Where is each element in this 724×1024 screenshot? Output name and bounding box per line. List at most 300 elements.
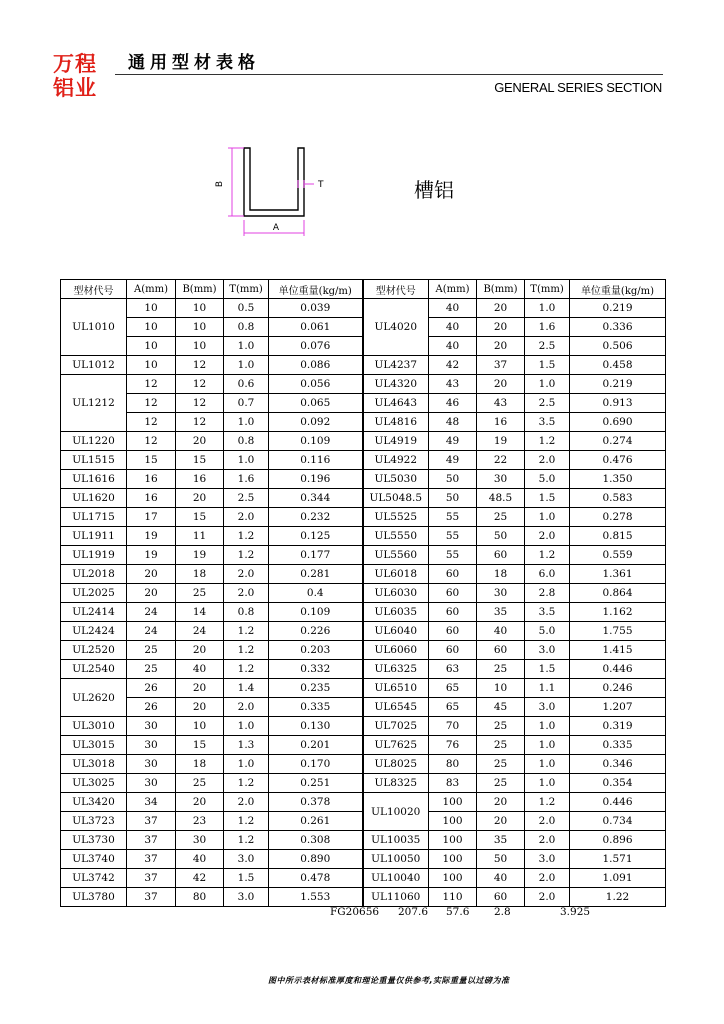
profile-code-cell: UL10040 [363, 869, 429, 888]
table-row [61, 793, 666, 812]
profile-code-cell: UL6060 [363, 641, 429, 660]
table-row [61, 546, 666, 565]
cell-weight: 1.553 [269, 888, 363, 907]
cell-b: 18 [477, 565, 525, 584]
cell-weight: 1.415 [570, 641, 666, 660]
cell-a: 100 [429, 850, 477, 869]
cell-b: 10 [176, 337, 224, 356]
cell-t: 1.0 [224, 717, 269, 736]
cell-t: 1.2 [224, 660, 269, 679]
cell-a: 20 [127, 565, 176, 584]
cell-a: 48 [429, 413, 477, 432]
profile-code-cell: UL1212 [61, 375, 127, 432]
cell-weight: 0.815 [570, 527, 666, 546]
cell-b: 20 [176, 698, 224, 717]
cell-a: 46 [429, 394, 477, 413]
cell-t: 2.0 [224, 565, 269, 584]
cell-weight: 0.344 [269, 489, 363, 508]
cell-a: 55 [429, 508, 477, 527]
cell-b: 12 [176, 413, 224, 432]
table-row [61, 413, 666, 432]
header-cell: B(mm) [176, 280, 224, 299]
cell-t: 1.2 [224, 546, 269, 565]
cell-b: 60 [477, 888, 525, 907]
profile-code-cell: UL6040 [363, 622, 429, 641]
profile-code-cell: UL7625 [363, 736, 429, 755]
cell-weight: 0.232 [269, 508, 363, 527]
spec-table [60, 279, 666, 907]
cell-b: 25 [477, 774, 525, 793]
profile-code-cell: UL6035 [363, 603, 429, 622]
cell-a: 50 [429, 489, 477, 508]
cell-a: 100 [429, 831, 477, 850]
cell-b: 30 [477, 470, 525, 489]
profile-code-cell: UL1515 [61, 451, 127, 470]
cell-b: 80 [176, 888, 224, 907]
cell-weight: 0.335 [269, 698, 363, 717]
channel-outline [244, 148, 304, 216]
header-cell: 单位重量(kg/m) [269, 280, 363, 299]
cell-b: 15 [176, 736, 224, 755]
cell-a: 60 [429, 622, 477, 641]
cell-b: 40 [477, 869, 525, 888]
cell-b: 12 [176, 375, 224, 394]
cell-a: 19 [127, 527, 176, 546]
cell-b: 40 [176, 660, 224, 679]
cell-a: 30 [127, 774, 176, 793]
cell-b: 10 [477, 679, 525, 698]
cell-t: 1.3 [224, 736, 269, 755]
cell-weight: 0.116 [269, 451, 363, 470]
cell-b: 30 [176, 831, 224, 850]
cell-weight: 0.319 [570, 717, 666, 736]
cell-t: 2.0 [224, 698, 269, 717]
table-row [61, 584, 666, 603]
cell-t: 1.0 [525, 508, 570, 527]
cell-weight: 0.203 [269, 641, 363, 660]
cell-t: 2.5 [224, 489, 269, 508]
cell-weight: 0.346 [570, 755, 666, 774]
cell-a: 60 [429, 584, 477, 603]
cell-a: 12 [127, 394, 176, 413]
footnote: 图中所示表材标准厚度和理论重量仅供参考,实际重量以过磅为准 [268, 976, 510, 985]
cell-a: 37 [127, 869, 176, 888]
profile-code-cell: UL1010 [61, 299, 127, 356]
cell-weight: 0.092 [269, 413, 363, 432]
cell-b: 11 [176, 527, 224, 546]
cell-a: 80 [429, 755, 477, 774]
table-row [61, 565, 666, 584]
cell-weight: 0.177 [269, 546, 363, 565]
cell-weight: 0.039 [269, 299, 363, 318]
cell-t: 1.5 [525, 660, 570, 679]
cell-a: 10 [127, 299, 176, 318]
header-cell: 型材代号 [61, 280, 127, 299]
cell-weight: 0.065 [269, 394, 363, 413]
cell-weight: 1.571 [570, 850, 666, 869]
cell-b: 40 [176, 850, 224, 869]
cell-b: 60 [477, 546, 525, 565]
cell-b: 20 [477, 337, 525, 356]
cell-t: 0.7 [224, 394, 269, 413]
profile-code-cell: UL1715 [61, 508, 127, 527]
cell-a: 100 [429, 812, 477, 831]
cell-weight: 0.056 [269, 375, 363, 394]
cell-weight: 0.251 [269, 774, 363, 793]
profile-code-cell: UL3018 [61, 755, 127, 774]
cell-t: 6.0 [525, 565, 570, 584]
cell-b: 10 [176, 717, 224, 736]
profile-code-cell: UL1919 [61, 546, 127, 565]
cell-b: 25 [176, 774, 224, 793]
cell-b: 20 [176, 679, 224, 698]
cell-weight: 0.235 [269, 679, 363, 698]
profile-code-cell: UL2018 [61, 565, 127, 584]
cell-b: 25 [477, 736, 525, 755]
profile-code-cell: UL3010 [61, 717, 127, 736]
table-header-row [61, 280, 666, 299]
cell-a: 20 [127, 584, 176, 603]
header-cell: T(mm) [525, 280, 570, 299]
cell-t: 1.5 [525, 356, 570, 375]
cell-weight: 0.913 [570, 394, 666, 413]
cell-b: 37 [477, 356, 525, 375]
cell-a: 49 [429, 451, 477, 470]
profile-code-cell: UL6030 [363, 584, 429, 603]
cell-weight: 0.476 [570, 451, 666, 470]
cell-t: 2.0 [525, 527, 570, 546]
cell-t: 1.0 [224, 337, 269, 356]
cell-t: 5.0 [525, 470, 570, 489]
profile-code-cell: UL3420 [61, 793, 127, 812]
cell-weight: 0.061 [269, 318, 363, 337]
cell-b: 60 [477, 641, 525, 660]
cell-b: 25 [477, 717, 525, 736]
cell-weight: 1.361 [570, 565, 666, 584]
cell-weight: 0.559 [570, 546, 666, 565]
cell-t: 1.2 [525, 793, 570, 812]
cell-t: 3.0 [224, 850, 269, 869]
cell-t: 5.0 [525, 622, 570, 641]
cell-weight: 0.109 [269, 603, 363, 622]
cell-t: 3.0 [224, 888, 269, 907]
cell-a: 37 [127, 888, 176, 907]
cell-t: 1.0 [224, 356, 269, 375]
header-cell: A(mm) [429, 280, 477, 299]
cell-a: 60 [429, 603, 477, 622]
profile-code-cell: UL5048.5 [363, 489, 429, 508]
cell-weight: 0.274 [570, 432, 666, 451]
profile-code-cell: UL3015 [61, 736, 127, 755]
spec-table-body [61, 299, 666, 907]
cell-a: 17 [127, 508, 176, 527]
b-dimension-label: B [215, 180, 225, 188]
cell-a: 63 [429, 660, 477, 679]
profile-code-cell: UL1012 [61, 356, 127, 375]
cell-b: 18 [176, 755, 224, 774]
overprint-weight: 3.925 [560, 906, 591, 918]
cell-weight: 0.219 [570, 299, 666, 318]
profile-code-cell: UL2025 [61, 584, 127, 603]
profile-code-cell: UL4237 [363, 356, 429, 375]
cell-t: 0.8 [224, 318, 269, 337]
profile-code-cell: UL10035 [363, 831, 429, 850]
profile-code-cell: UL2424 [61, 622, 127, 641]
cell-b: 40 [477, 622, 525, 641]
cell-a: 26 [127, 698, 176, 717]
cell-b: 20 [477, 375, 525, 394]
cell-b: 48.5 [477, 489, 525, 508]
cell-t: 1.2 [525, 432, 570, 451]
cell-a: 49 [429, 432, 477, 451]
cell-a: 15 [127, 451, 176, 470]
cell-t: 1.2 [525, 546, 570, 565]
profile-code-cell: UL1620 [61, 489, 127, 508]
cell-weight: 0.864 [570, 584, 666, 603]
profile-code-cell: UL1616 [61, 470, 127, 489]
cell-a: 76 [429, 736, 477, 755]
profile-code-cell: UL5525 [363, 508, 429, 527]
table-row [61, 508, 666, 527]
profile-code-cell: UL6018 [363, 565, 429, 584]
cell-t: 2.5 [525, 337, 570, 356]
profile-code-cell: UL4922 [363, 451, 429, 470]
cell-t: 1.2 [224, 812, 269, 831]
cell-a: 37 [127, 850, 176, 869]
profile-code-cell: UL3730 [61, 831, 127, 850]
cell-t: 2.0 [525, 831, 570, 850]
cell-weight: 0.4 [269, 584, 363, 603]
overprint-t: 2.8 [494, 906, 511, 918]
cell-a: 40 [429, 337, 477, 356]
table-row [61, 755, 666, 774]
cell-a: 24 [127, 622, 176, 641]
cell-weight: 0.378 [269, 793, 363, 812]
table-row [61, 850, 666, 869]
overprint-code: FG20656 [330, 906, 380, 918]
cell-a: 12 [127, 432, 176, 451]
profile-code-cell: UL3742 [61, 869, 127, 888]
cell-t: 1.0 [525, 774, 570, 793]
cell-t: 2.0 [525, 812, 570, 831]
cell-weight: 1.207 [570, 698, 666, 717]
cell-t: 0.6 [224, 375, 269, 394]
cell-weight: 0.281 [269, 565, 363, 584]
channel-profile-diagram [212, 140, 352, 244]
cell-weight: 0.446 [570, 660, 666, 679]
table-row [61, 489, 666, 508]
cell-a: 34 [127, 793, 176, 812]
profile-code-cell: UL6510 [363, 679, 429, 698]
table-row [61, 470, 666, 489]
cell-a: 37 [127, 831, 176, 850]
table-row [61, 698, 666, 717]
t-dimension-label: T [318, 180, 324, 190]
cell-t: 3.5 [525, 603, 570, 622]
cell-t: 1.6 [224, 470, 269, 489]
cell-weight: 0.332 [269, 660, 363, 679]
cell-t: 1.0 [525, 717, 570, 736]
cell-a: 16 [127, 470, 176, 489]
cell-b: 35 [477, 831, 525, 850]
cell-b: 20 [176, 641, 224, 660]
cell-a: 19 [127, 546, 176, 565]
cell-b: 20 [477, 793, 525, 812]
cell-b: 16 [176, 470, 224, 489]
cell-a: 40 [429, 318, 477, 337]
cell-t: 1.0 [224, 413, 269, 432]
cell-weight: 0.354 [570, 774, 666, 793]
company-logo [53, 52, 103, 100]
table-row [61, 660, 666, 679]
cell-t: 1.2 [224, 622, 269, 641]
cell-weight: 1.755 [570, 622, 666, 641]
cell-a: 24 [127, 603, 176, 622]
cell-b: 25 [477, 660, 525, 679]
cell-b: 20 [176, 489, 224, 508]
header-cell: T(mm) [224, 280, 269, 299]
cell-weight: 0.690 [570, 413, 666, 432]
header-cell: A(mm) [127, 280, 176, 299]
cell-t: 1.0 [224, 755, 269, 774]
cell-t: 2.0 [525, 869, 570, 888]
profile-code-cell: UL1911 [61, 527, 127, 546]
cell-a: 60 [429, 641, 477, 660]
cell-b: 30 [477, 584, 525, 603]
profile-code-cell: UL4816 [363, 413, 429, 432]
cell-t: 2.0 [224, 793, 269, 812]
profile-code-cell: UL2540 [61, 660, 127, 679]
cell-b: 25 [477, 508, 525, 527]
cell-weight: 0.506 [570, 337, 666, 356]
cell-a: 10 [127, 337, 176, 356]
a-dimension-label: A [272, 223, 280, 233]
cell-b: 12 [176, 394, 224, 413]
cell-t: 0.8 [224, 603, 269, 622]
cell-a: 12 [127, 413, 176, 432]
cell-b: 20 [176, 432, 224, 451]
logo-line-2: 铝业 [53, 76, 97, 100]
cell-t: 1.0 [525, 375, 570, 394]
cell-b: 25 [477, 755, 525, 774]
cell-weight: 0.219 [570, 375, 666, 394]
cell-t: 1.5 [224, 869, 269, 888]
cell-weight: 0.196 [269, 470, 363, 489]
cell-weight: 0.734 [570, 812, 666, 831]
cell-a: 55 [429, 546, 477, 565]
table-row [61, 774, 666, 793]
cell-weight: 0.583 [570, 489, 666, 508]
cell-b: 24 [176, 622, 224, 641]
cell-a: 10 [127, 356, 176, 375]
channel-profile-drawing [212, 140, 352, 240]
profile-code-cell: UL8025 [363, 755, 429, 774]
header-cell: 单位重量(kg/m) [570, 280, 666, 299]
table-row [61, 375, 666, 394]
cell-b: 14 [176, 603, 224, 622]
cell-a: 100 [429, 793, 477, 812]
cell-t: 1.0 [525, 299, 570, 318]
table-row [61, 622, 666, 641]
cell-t: 3.0 [525, 641, 570, 660]
cell-t: 2.0 [525, 888, 570, 907]
cell-weight: 0.130 [269, 717, 363, 736]
table-row [61, 641, 666, 660]
cell-a: 37 [127, 812, 176, 831]
cell-a: 16 [127, 489, 176, 508]
profile-code-cell: UL2414 [61, 603, 127, 622]
profile-code-cell: UL5030 [363, 470, 429, 489]
cell-a: 110 [429, 888, 477, 907]
cell-a: 55 [429, 527, 477, 546]
cell-b: 20 [477, 299, 525, 318]
cell-b: 10 [176, 299, 224, 318]
cell-t: 3.0 [525, 698, 570, 717]
series-title: GENERAL SERIES SECTION [494, 80, 662, 95]
cell-b: 35 [477, 603, 525, 622]
cell-weight: 0.246 [570, 679, 666, 698]
cell-weight: 0.336 [570, 318, 666, 337]
cell-t: 2.5 [525, 394, 570, 413]
overprint-a: 207.6 [398, 906, 429, 918]
profile-code-cell: UL4643 [363, 394, 429, 413]
cell-t: 1.4 [224, 679, 269, 698]
cell-b: 22 [477, 451, 525, 470]
cell-a: 30 [127, 736, 176, 755]
table-row [61, 831, 666, 850]
cell-a: 50 [429, 470, 477, 489]
cell-t: 2.0 [525, 451, 570, 470]
cell-a: 25 [127, 660, 176, 679]
cell-weight: 0.446 [570, 793, 666, 812]
cell-weight: 0.125 [269, 527, 363, 546]
cell-b: 10 [176, 318, 224, 337]
overprint-b: 57.6 [446, 906, 470, 918]
cell-weight: 0.896 [570, 831, 666, 850]
header-divider [115, 74, 663, 75]
cell-a: 10 [127, 318, 176, 337]
cell-weight: 1.350 [570, 470, 666, 489]
profile-code-cell: UL3723 [61, 812, 127, 831]
cell-weight: 0.308 [269, 831, 363, 850]
profile-code-cell: UL3780 [61, 888, 127, 907]
section-name: 槽铝 [414, 178, 454, 202]
cell-b: 20 [176, 793, 224, 812]
cell-a: 42 [429, 356, 477, 375]
profile-code-cell: UL1220 [61, 432, 127, 451]
cell-t: 3.5 [525, 413, 570, 432]
cell-weight: 0.890 [269, 850, 363, 869]
cell-weight: 0.226 [269, 622, 363, 641]
cell-t: 1.0 [224, 451, 269, 470]
cell-b: 43 [477, 394, 525, 413]
profile-code-cell: UL4020 [363, 299, 429, 356]
cell-t: 1.2 [224, 641, 269, 660]
profile-code-cell: UL8325 [363, 774, 429, 793]
cell-b: 20 [477, 812, 525, 831]
profile-code-cell: UL3740 [61, 850, 127, 869]
cell-a: 25 [127, 641, 176, 660]
cell-t: 1.2 [224, 774, 269, 793]
cell-b: 23 [176, 812, 224, 831]
profile-code-cell: UL6545 [363, 698, 429, 717]
cell-b: 45 [477, 698, 525, 717]
cell-b: 15 [176, 508, 224, 527]
cell-t: 1.2 [224, 527, 269, 546]
cell-weight: 0.458 [570, 356, 666, 375]
cell-a: 70 [429, 717, 477, 736]
profile-code-cell: UL2620 [61, 679, 127, 717]
